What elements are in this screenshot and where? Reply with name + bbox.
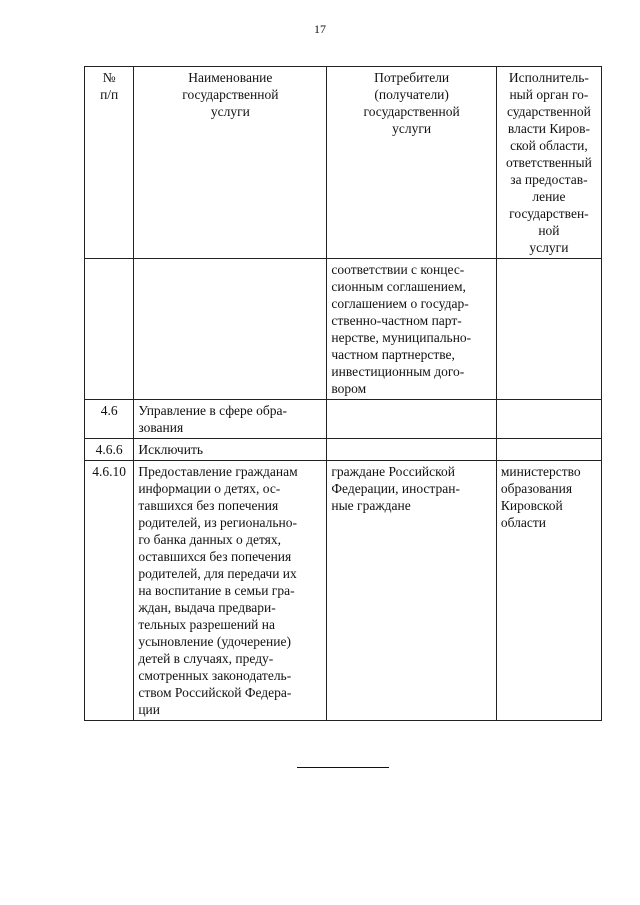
table-row: [85, 461, 602, 721]
row-num: [85, 259, 134, 400]
header-executor: Исполнитель- ный орган го- сударственной власти Киров- ской области, ответственный за предостав- ление государствен- ной услуги: [496, 67, 601, 259]
row-num: 4.6.6: [85, 439, 134, 461]
table-row: [85, 259, 602, 400]
table-row: [85, 400, 602, 439]
end-rule: [297, 767, 389, 768]
row-executor: [496, 259, 601, 400]
header-service: Наименование государственной услуги: [134, 67, 327, 259]
services-table: [84, 66, 602, 721]
table-row: [85, 439, 602, 461]
row-executor: [496, 439, 601, 461]
row-consumers: граждане Российской Федерации, иностран- ные граждане: [327, 461, 496, 721]
row-service: Предоставление гражданам информации о детях, ос- тавшихся без попечения родителей, из регионально- го банка данных о детях, оставшихся без попечения родителей, для передачи их на воспитание в семьи гра- ждан, выдача предвари- тельных разрешений на усыновление (удочерение) детей в случаях, преду- смотренных законодатель- ством Российской Федера- ции: [134, 461, 327, 721]
header-consumers: Потребители (получатели) государственной услуги: [327, 67, 496, 259]
row-executor: министерство образования Кировской области: [496, 461, 601, 721]
row-service: Исключить: [134, 439, 327, 461]
row-service: [134, 259, 327, 400]
row-consumers: соответствии с концес- сионным соглашением, соглашением о государ- ственно-частном парт- нерстве, муниципально- частном партнерстве, инвестиционным дого- вором: [327, 259, 496, 400]
header-row: [85, 67, 602, 259]
row-num: 4.6: [85, 400, 134, 439]
row-consumers: [327, 439, 496, 461]
row-consumers: [327, 400, 496, 439]
page-number: 17: [314, 22, 326, 36]
row-executor: [496, 400, 601, 439]
header-num: № п/п: [85, 67, 134, 259]
row-service: Управление в сфере обра- зования: [134, 400, 327, 439]
row-num: 4.6.10: [85, 461, 134, 721]
